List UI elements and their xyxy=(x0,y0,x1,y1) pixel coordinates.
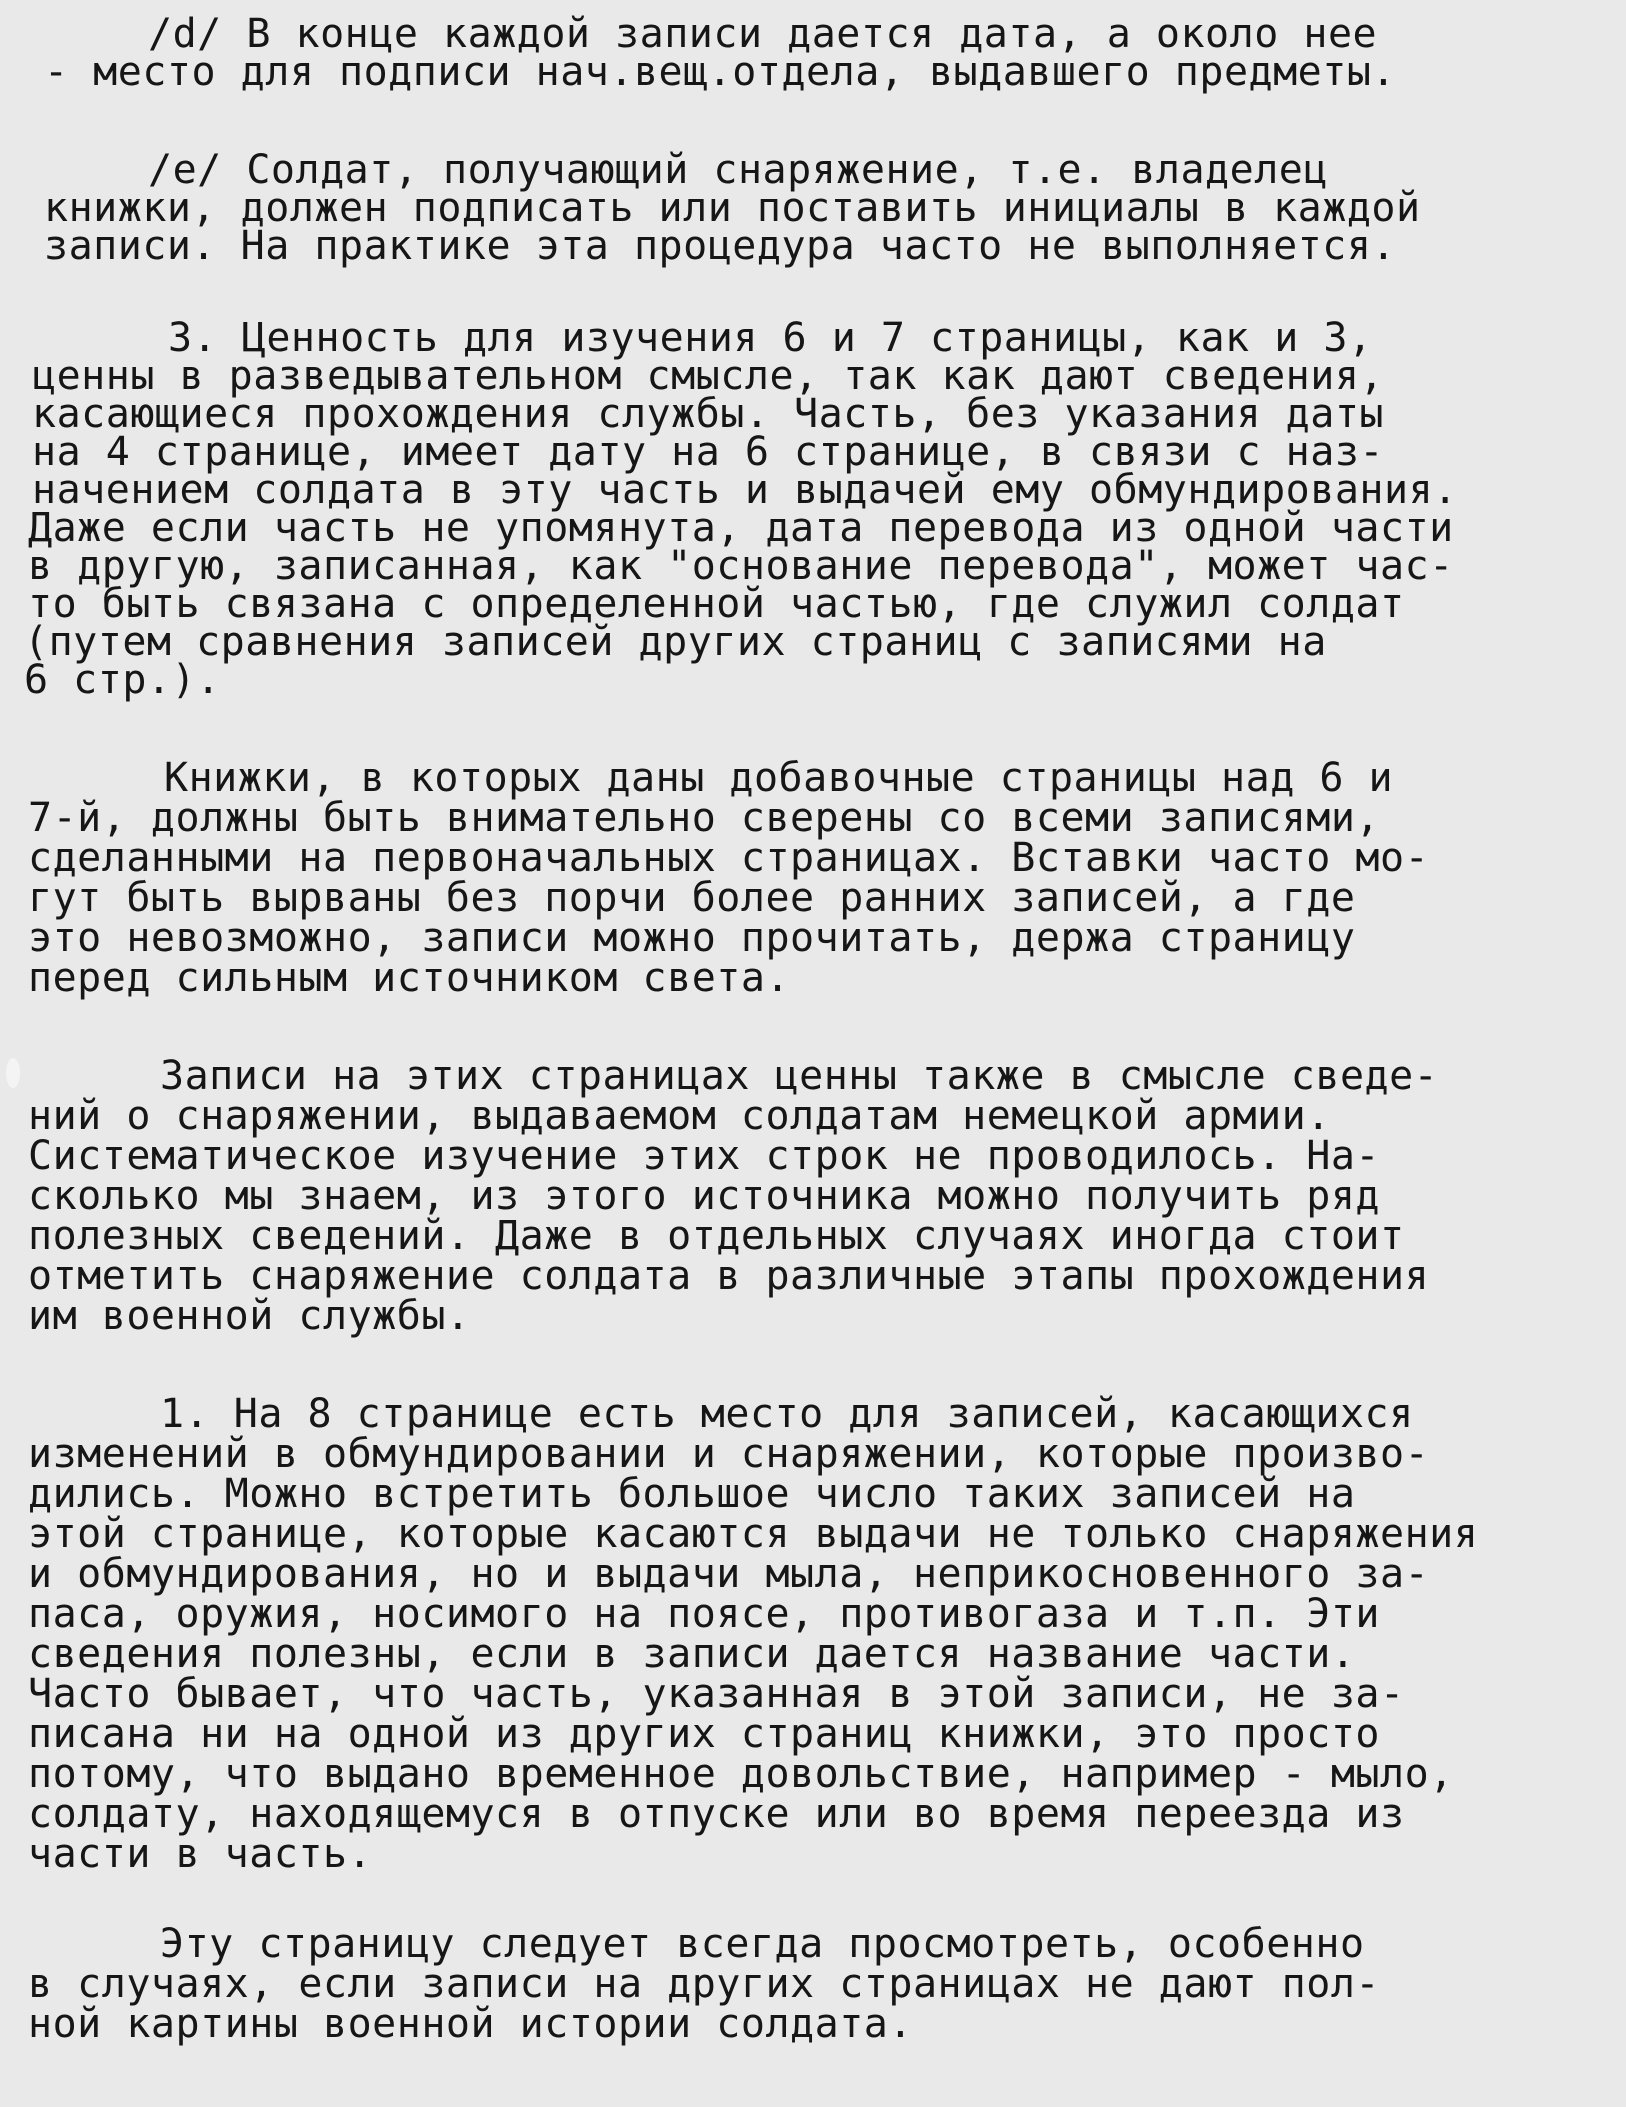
text-line: /е/ Солдат, получающий снаряжение, т.е. владелец xyxy=(148,147,1328,193)
text-line: изменений в обмундировании и снаряжении, которые произво- xyxy=(28,1431,1430,1477)
text-line: потому, что выдано временное довольствие, например - мыло, xyxy=(28,1751,1454,1797)
text-line: /d/ В конце каждой записи дается дата, а около нее xyxy=(148,11,1378,57)
text-line: ной картины военной истории солдата. xyxy=(28,2001,913,2047)
text-line: 6 стр.). xyxy=(24,657,221,703)
text-line: ний о снаряжении, выдаваемом солдатам немецкой армии. xyxy=(28,1093,1331,1139)
text-line: части в часть. xyxy=(28,1831,373,1877)
text-line: книжки, должен подписать или поставить инициалы в каждой xyxy=(44,185,1421,231)
text-line: дились. Можно встретить большое число таких записей на xyxy=(28,1471,1356,1517)
text-line: в другую, записанная, как "основание перевода", может час- xyxy=(28,543,1454,589)
text-line: перед сильным источником света. xyxy=(28,955,791,1001)
text-line: сведения полезны, если в записи дается название части. xyxy=(28,1631,1356,1677)
binding-hole-mark xyxy=(6,1058,20,1088)
text-line: им военной службы. xyxy=(28,1293,471,1339)
text-line: отметить снаряжение солдата в различные этапы прохождения xyxy=(28,1253,1430,1299)
text-line: сделанными на первоначальных страницах. Вставки часто мо- xyxy=(28,835,1430,881)
text-line: Систематическое изучение этих строк не проводилось. На- xyxy=(28,1133,1381,1179)
text-line: паса, оружия, носимого на поясе, противогаза и т.п. Эти xyxy=(28,1591,1381,1637)
text-line: 1. На 8 странице есть место для записей, касающихся xyxy=(160,1391,1414,1437)
text-line: писана ни на одной из других страниц книжки, это просто xyxy=(28,1711,1381,1757)
text-line: сколько мы знаем, из этого источника можно получить ряд xyxy=(28,1173,1381,1219)
text-line: в случаях, если записи на других страницах не дают пол- xyxy=(28,1961,1381,2007)
text-line: Эту страницу следует всегда просмотреть, особенно xyxy=(160,1921,1365,1967)
text-line: и обмундирования, но и выдачи мыла, неприкосновенного за- xyxy=(28,1551,1430,1597)
text-line: это невозможно, записи можно прочитать, держа страницу xyxy=(28,915,1356,961)
text-line: ценны в разведывательном смысле, так как дают сведения, xyxy=(32,353,1385,399)
text-line: то быть связана с определенной частью, где служил солдат xyxy=(28,581,1405,627)
text-line: солдату, находящемуся в отпуске или во время переезда из xyxy=(28,1791,1405,1837)
text-line: Книжки, в которых даны добавочные страницы над 6 и xyxy=(164,755,1394,801)
text-line: Часто бывает, что часть, указанная в этой записи, не за- xyxy=(28,1671,1405,1717)
text-line: записи. На практике эта процедура часто не выполняется. xyxy=(44,223,1397,269)
text-line: 7-й, должны быть внимательно сверены со всеми записями, xyxy=(28,795,1381,841)
text-line: - место для подписи нач.вещ.отдела, выдавшего предметы. xyxy=(44,49,1397,95)
text-line: Записи на этих страницах ценны также в смысле сведе- xyxy=(160,1053,1439,1099)
text-line: полезных сведений. Даже в отдельных случаях иногда стоит xyxy=(28,1213,1405,1259)
text-line: на 4 странице, имеет дату на 6 странице, в связи с наз- xyxy=(32,429,1385,475)
text-line: 3. Ценность для изучения 6 и 7 страницы, как и 3, xyxy=(168,315,1373,361)
text-line: Даже если часть не упомянута, дата перевода из одной части xyxy=(28,505,1454,551)
text-line: касающиеся прохождения службы. Часть, без указания даты xyxy=(32,391,1385,437)
text-line: гут быть вырваны без порчи более ранних записей, а где xyxy=(28,875,1356,921)
text-line: (путем сравнения записей других страниц с записями на xyxy=(24,619,1327,665)
text-line: начением солдата в эту часть и выдачей ему обмундирования. xyxy=(32,467,1458,513)
text-line: этой странице, которые касаются выдачи не только снаряжения xyxy=(28,1511,1479,1557)
